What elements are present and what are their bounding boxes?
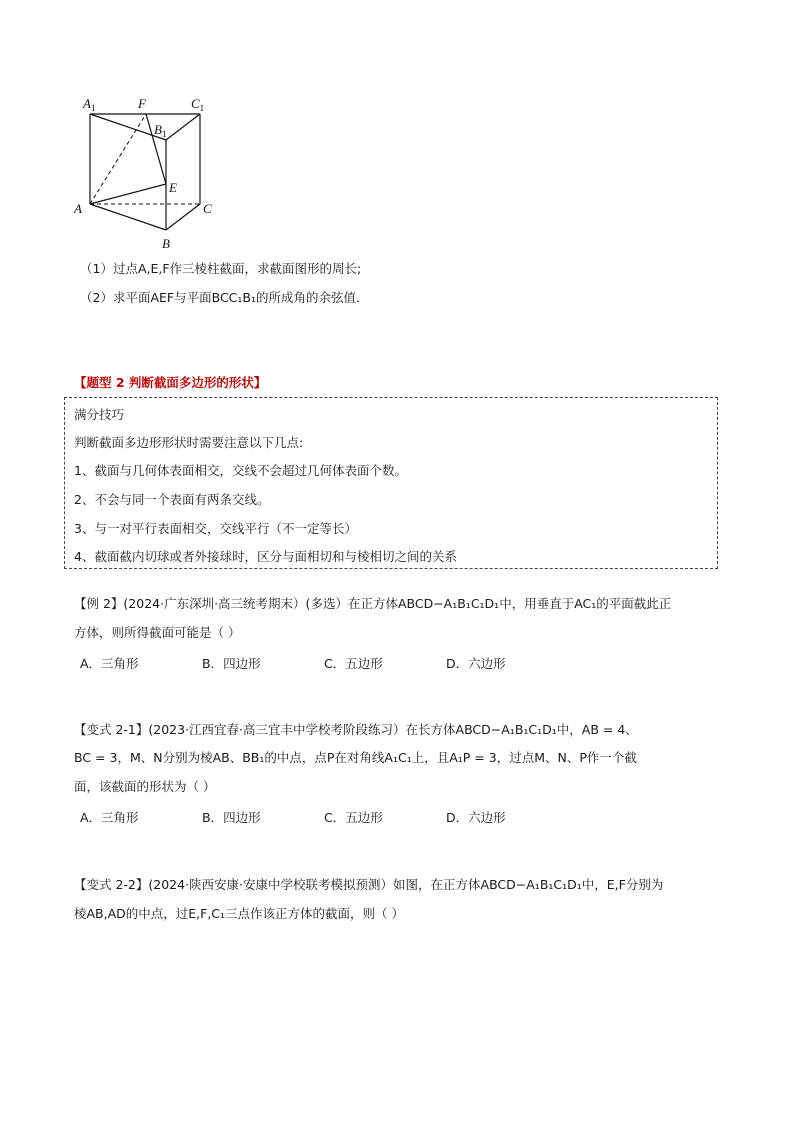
tip-item: 4、截面截内切球或者外接球时，区分与面相切和与棱相切之间的关系 [74,549,457,564]
edge-b1-c1 [166,114,200,140]
question-2: （2）求平面AEF与平面BCC₁B₁的所成角的余弦值. [80,290,360,305]
edge-a-b [90,204,166,230]
label-b1: $B_1$ [154,122,167,139]
segment-a-f-hidden [90,114,146,204]
question-1: （1）过点A,E,F作三棱柱截面，求截面图形的周长; [80,261,362,276]
label-c1: $C_1$ [191,96,205,113]
tips-box [64,397,718,569]
variant21-options [80,808,568,826]
example2-line2: 方体，则所得截面可能是（ ） [74,625,241,640]
tip-item: 1、截面与几何体表面相交，交线不会超过几何体表面个数。 [74,463,407,478]
label-b: B [162,236,170,251]
tips-title: 满分技巧 [74,407,125,422]
label-e: E [169,180,177,195]
prism-figure [70,92,230,252]
option-a[interactable]: A．三角形 [80,656,139,671]
option-c[interactable]: C．五边形 [324,656,383,671]
variant21-line3: 面，该截面的形状为（ ） [74,779,216,794]
option-c[interactable]: C．五边形 [324,810,383,825]
tip-item: 2、不会与同一个表面有两条交线。 [74,492,270,507]
option-a[interactable]: A．三角形 [80,810,139,825]
variant21-line1: 【变式 2-1】(2023·江西宜春·高三宜丰中学校考阶段练习）在长方体ABCD−A₁B₁C₁D₁中，AB = 4、 [74,722,638,737]
edge-b-c [166,204,200,230]
option-d[interactable]: D．六边形 [446,810,506,825]
label-a: A [74,201,82,216]
label-f: F [138,96,146,111]
option-b[interactable]: B．四边形 [202,810,261,825]
tip-item: 3、与一对平行表面相交，交线平行（不一定等长） [74,521,357,536]
segment-a-e [90,184,166,204]
tips-intro: 判断截面多边形形状时需要注意以下几点: [74,435,304,450]
option-d[interactable]: D．六边形 [446,656,506,671]
example2-options [80,654,568,672]
variant21-line2: BC = 3，M、N分别为棱AB、BB₁的中点，点P在对角线A₁C₁上，且A₁P = 3，过点M、N、P作一个截 [74,750,637,765]
variant22-line1: 【变式 2-2】(2024·陕西安康·安康中学校联考模拟预测）如图，在正方体ABCD−A₁B₁C₁D₁中，E,F分别为 [74,877,664,892]
label-a1: $A_1$ [83,96,96,113]
option-b[interactable]: B．四边形 [202,656,261,671]
variant22-line2: 棱AB,AD的中点，过E,F,C₁三点作该正方体的截面，则（ ） [74,906,405,921]
label-c: C [203,201,212,216]
section-heading: 【题型 2 判断截面多边形的形状】 [74,375,267,390]
example2-line1: 【例 2】(2024·广东深圳·高三统考期末）(多选）在正方体ABCD−A₁B₁C₁D₁中，用垂直于AC₁的平面截此正 [74,596,672,611]
